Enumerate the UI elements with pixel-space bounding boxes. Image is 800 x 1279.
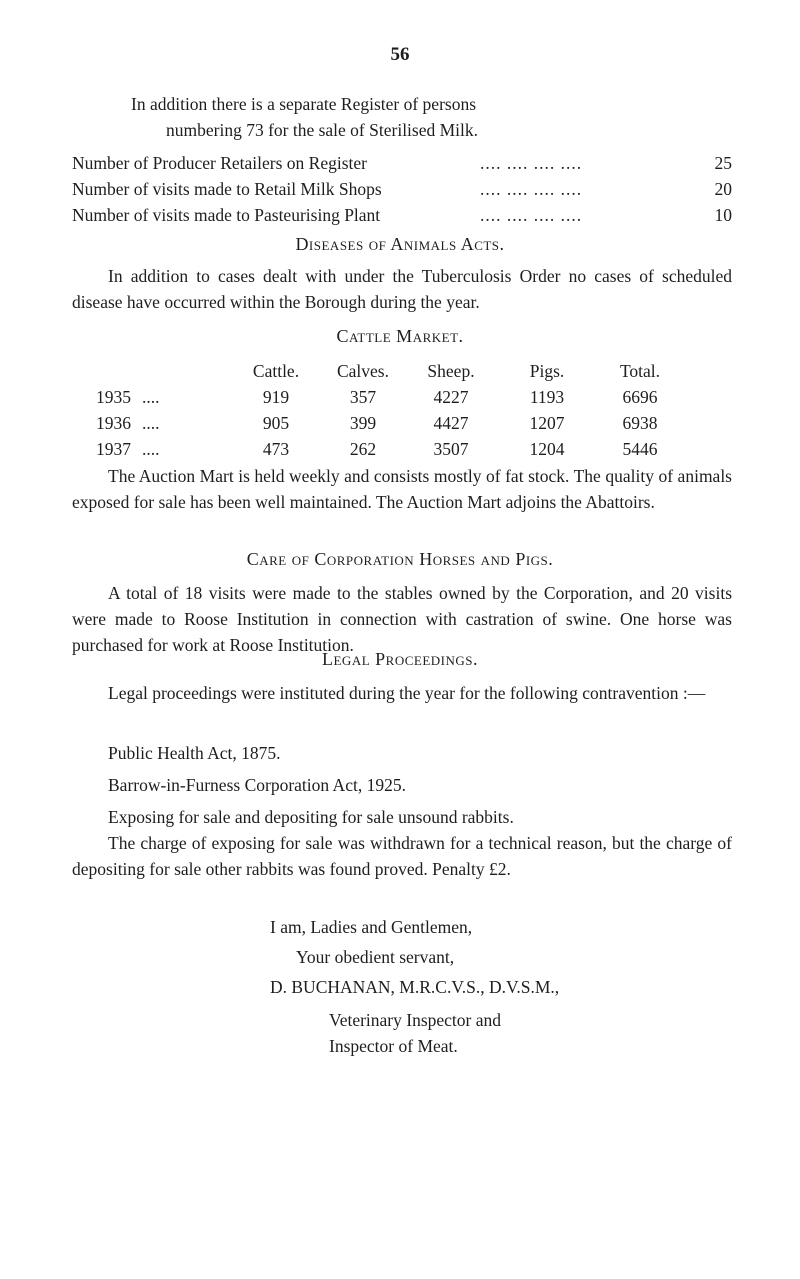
signoff-line-1: I am, Ladies and Gentlemen,	[270, 917, 473, 937]
diseases-paragraph	[72, 263, 732, 315]
leader-dots: ....	[142, 439, 160, 459]
signoff-line-2: Your obedient servant,	[296, 947, 455, 967]
cell-sheep: 4227	[433, 387, 469, 407]
horses-pigs-text: A total of 18 visits were made to the stables owned by the Corporation, and 20 visits were made to Roose Institution in connection with castration of swine. One horse was purchased for work at Roose Institution.	[72, 583, 732, 655]
leader-dots: .... .... .... ....	[480, 179, 583, 199]
legal-act-1: Public Health Act, 1875.	[108, 743, 281, 763]
cell-sheep: 4427	[433, 413, 469, 433]
leader-dots: ....	[142, 413, 160, 433]
horses-pigs-heading: Care of Corporation Horses and Pigs.	[246, 549, 554, 569]
column-header: Calves.	[336, 361, 389, 381]
legal-outcome: The charge of exposing for sale was withdrawn for a technical reason, but the charge of depositing for sale other rabbits was found proved. Penalty £2.	[72, 833, 732, 879]
register-value: 10	[714, 205, 732, 225]
legal-act-2: Barrow-in-Furness Corporation Act, 1925.	[108, 775, 406, 795]
table-header-row	[96, 358, 676, 384]
cell-total: 5446	[622, 439, 658, 459]
column-header: Total.	[619, 361, 661, 381]
horses-pigs-paragraph	[72, 580, 732, 658]
cell-cattle: 905	[262, 413, 290, 433]
column-header: Sheep.	[427, 361, 475, 381]
cell-pigs: 1193	[529, 387, 565, 407]
table-row	[96, 384, 676, 410]
page-number: 56	[390, 44, 410, 65]
cattle-market-heading: Cattle Market.	[336, 326, 464, 346]
register-value: 25	[714, 153, 732, 173]
cell-sheep: 3507	[433, 439, 469, 459]
cell-calves: 399	[349, 413, 377, 433]
cell-pigs: 1207	[529, 413, 565, 433]
signoff-line-4: Veterinary Inspector and	[329, 1010, 502, 1030]
legal-offence: Exposing for sale and depositing for sale unsound rabbits.	[108, 807, 514, 827]
register-value: 20	[714, 179, 732, 199]
diseases-heading: Diseases of Animals Acts.	[295, 234, 505, 254]
legal-heading: Legal Proceedings.	[322, 649, 478, 669]
cell-total: 6938	[622, 413, 658, 433]
auction-paragraph	[72, 463, 732, 515]
row-year: 1936	[96, 413, 131, 433]
cell-calves: 262	[349, 439, 377, 459]
leader-dots: ....	[142, 387, 160, 407]
row-year: 1935	[96, 387, 131, 407]
cell-calves: 357	[349, 387, 377, 407]
intro-line-2: numbering 73 for the sale of Sterilised Milk.	[166, 120, 479, 140]
table-row	[96, 410, 676, 436]
legal-paragraph	[72, 680, 732, 706]
register-label: Number of visits made to Retail Milk Shops	[72, 179, 382, 199]
cattle-market-table	[96, 358, 676, 468]
diseases-text: In addition to cases dealt with under the Tuberculosis Order no cases of scheduled disease have occurred within the Borough during the year.	[72, 266, 732, 312]
legal-text: Legal proceedings were instituted during the year for the following contravention :—	[108, 683, 706, 703]
row-year: 1937	[96, 439, 131, 459]
legal-offence-paragraph	[72, 804, 732, 882]
cell-cattle: 919	[262, 387, 290, 407]
cell-total: 6696	[622, 387, 658, 407]
column-header: Cattle.	[252, 361, 300, 381]
cell-cattle: 473	[262, 439, 290, 459]
table-row	[96, 436, 676, 462]
register-label: Number of Producer Retailers on Register	[72, 153, 367, 173]
leader-dots: .... .... .... ....	[480, 205, 583, 225]
intro-line-1: In addition there is a separate Register of persons	[131, 94, 477, 114]
cell-pigs: 1204	[529, 439, 565, 459]
column-header: Pigs.	[529, 361, 565, 381]
auction-text: The Auction Mart is held weekly and consists mostly of fat stock. The quality of animals exposed for sale has been well maintained. The Auction Mart adjoins the Abattoirs.	[72, 466, 732, 512]
signoff-signatory: D. BUCHANAN, M.R.C.V.S., D.V.S.M.,	[270, 977, 560, 997]
leader-dots: .... .... .... ....	[480, 153, 583, 173]
signoff-line-5: Inspector of Meat.	[329, 1036, 458, 1056]
register-label: Number of visits made to Pasteurising Plant	[72, 205, 381, 225]
